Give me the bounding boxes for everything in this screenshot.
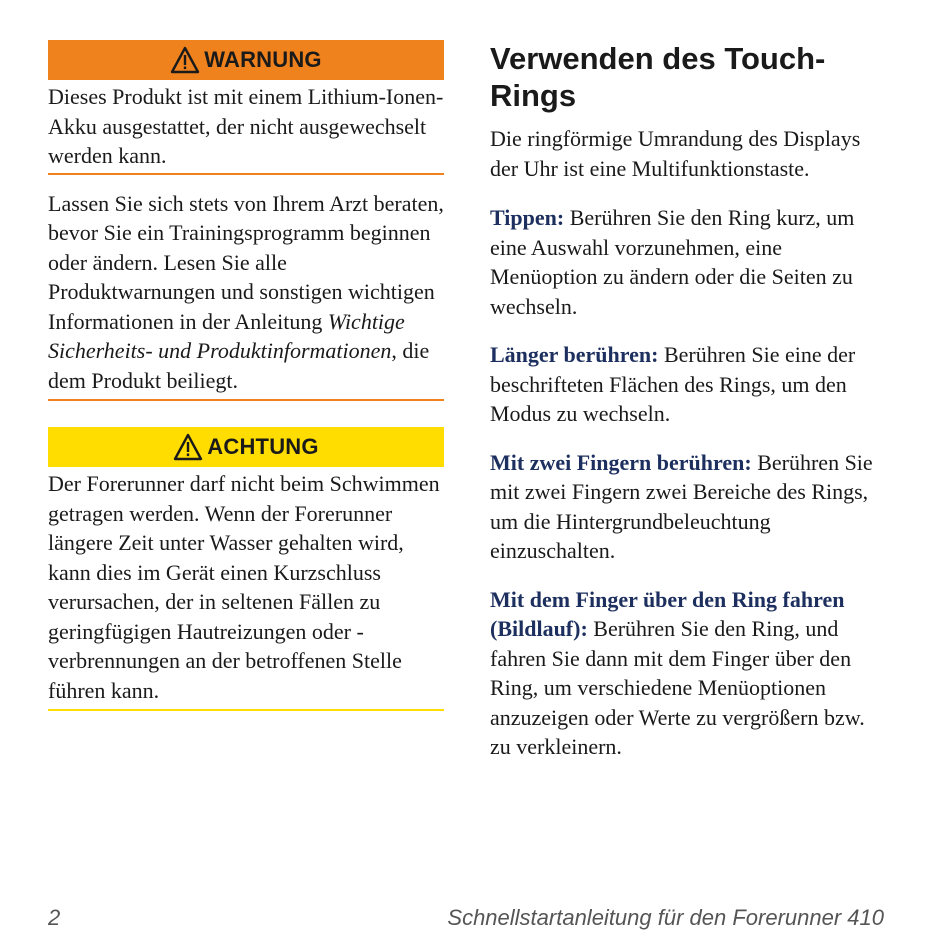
warning-banner: [48, 40, 444, 80]
item-term: Tippen:: [490, 205, 565, 230]
item-term: Mit zwei Fingern berühren:: [490, 449, 752, 475]
item-bildlauf: [490, 585, 890, 762]
item-zwei-finger: [490, 448, 890, 566]
advice-box: [48, 189, 444, 402]
advice-doc-title: Wichtige Sicherheits- und Produktinformationen: [48, 308, 405, 363]
item-description: Berühren Sie den Ring, und fahren Sie dann mit dem Finger über den Ring, um verschiedene Menüoptionen anzuzeigen oder Werte zu vergrößern bzw. zu verkleinern.: [490, 616, 865, 759]
warning-label: WARNUNG: [204, 47, 322, 72]
footer-title: Schnellstartanleitung für den Forerunner 410: [447, 905, 884, 930]
caution-box: [48, 467, 444, 711]
item-description: Berühren Sie mit zwei Fingern zwei Bereiche des Rings, um die Hintergrundbeleuchtung einzuschalten.: [490, 449, 873, 563]
item-term: Länger berühren:: [490, 342, 659, 367]
item-tippen: [490, 203, 890, 321]
item-description: Berühren Sie eine der beschrifteten Flächen des Rings, um den Modus zu wechseln.: [490, 342, 856, 426]
caution-banner: [48, 427, 444, 467]
page-number: 2: [48, 905, 61, 930]
intro-paragraph: Die ringförmige Umrandung des Displays der Uhr ist eine Multifunktionstaste.: [490, 126, 861, 181]
advice-text: [48, 189, 444, 396]
left-column: [48, 40, 444, 711]
caution-text: Der Forerunner darf nicht beim Schwimmen getragen werden. Wenn der Forerunner längere Zeit unter Wasser gehalten wird, kann dies im Gerät einen Kurzschluss verursachen, der in seltenen Fällen zu geringfügigen Hautreizungen oder -verbrennungen an der betroffenen Stelle führen kann.: [48, 471, 440, 703]
item-laenger-beruehren: [490, 340, 890, 429]
item-term: Mit dem Finger über den Ring fahren (Bildlauf):: [490, 586, 845, 641]
right-column: [490, 40, 890, 762]
section-heading: Verwenden des Touch-Rings: [490, 41, 826, 113]
caution-triangle-icon: [173, 433, 203, 461]
advice-text-before: Lassen Sie sich stets von Ihrem Arzt beraten, bevor Sie ein Trainingsprogramm beginnen oder ändern. Lesen Sie alle Produktwarnungen und sonstigen wichtigen Informationen in der Anleitung: [48, 190, 444, 334]
caution-label: ACHTUNG: [207, 434, 319, 459]
item-description: Berühren Sie den Ring kurz, um eine Auswahl vorzunehmen, eine Menüoption zu ändern oder die Seiten zu wechseln.: [490, 205, 855, 319]
warning-triangle-icon: [170, 46, 200, 74]
warning-text: Dieses Produkt ist mit einem Lithium-Ionen-Akku ausgestattet, der nicht ausgewechselt werden kann.: [48, 84, 444, 168]
advice-text-after: , die dem Produkt beiliegt.: [48, 338, 430, 393]
warning-box: [48, 80, 444, 175]
